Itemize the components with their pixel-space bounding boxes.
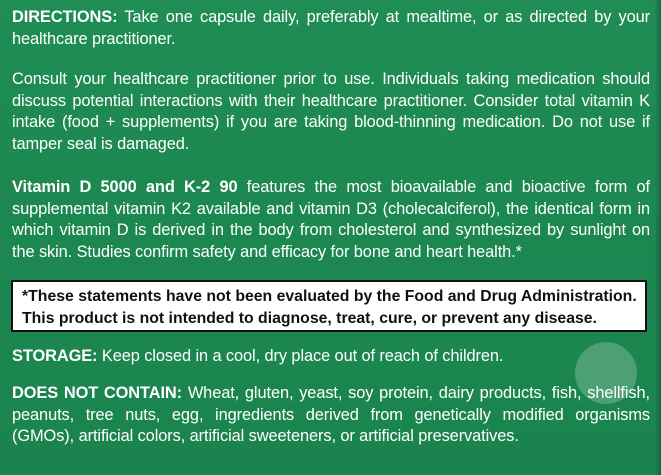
does-not-contain-text: Wheat, gluten, yeast, soy protein, dairy products, fish, shellfish, peanuts, tree nuts, egg, ingredients derived from genetically modified organisms (GMOs), artificial colors, artificial sweeteners, or artificial preservatives. [12,384,650,445]
does-not-contain-heading: DOES NOT CONTAIN: [12,384,183,402]
product-description-paragraph [12,177,650,263]
directions-heading: DIRECTIONS: [12,8,118,26]
storage-paragraph [12,346,650,368]
does-not-contain-paragraph [12,383,650,448]
label-edge-shadow [655,0,661,475]
consult-text: Consult your healthcare practitioner prior to use. Individuals taking medication should discuss potential interactions with their healthcare practitioner. Consider total vitamin K intake (food + supplements) if you are taking blood-thinning medication. Do not use if tamper seal is damaged. [12,70,650,153]
product-description-text: features the most bioavailable and bioactive form of supplemental vitamin K2 available and vitamin D3 (cholecalciferol), the identical form in which vitamin D is derived in the body from cholesterol and synthesized by sunlight on the skin. Studies confirm safety and efficacy for bone and heart health.* [12,178,650,261]
directions-paragraph [12,7,650,50]
directions-text: Take one capsule daily, preferably at mealtime, or as directed by your healthcare practitioner. [12,8,650,48]
circle-watermark-icon [575,342,637,404]
storage-text: Keep closed in a cool, dry place out of reach of children. [97,347,504,365]
disclaimer-line-1: *These statements have not been evaluated by the Food and Drug Administration. [22,288,637,305]
storage-heading: STORAGE: [12,347,98,365]
disclaimer-line-2: This product is not intended to diagnose, treat, cure, or prevent any disease. [22,309,597,327]
fda-disclaimer-box [11,280,647,332]
consult-paragraph [12,69,650,155]
product-name: Vitamin D 5000 and K-2 90 [12,178,238,196]
